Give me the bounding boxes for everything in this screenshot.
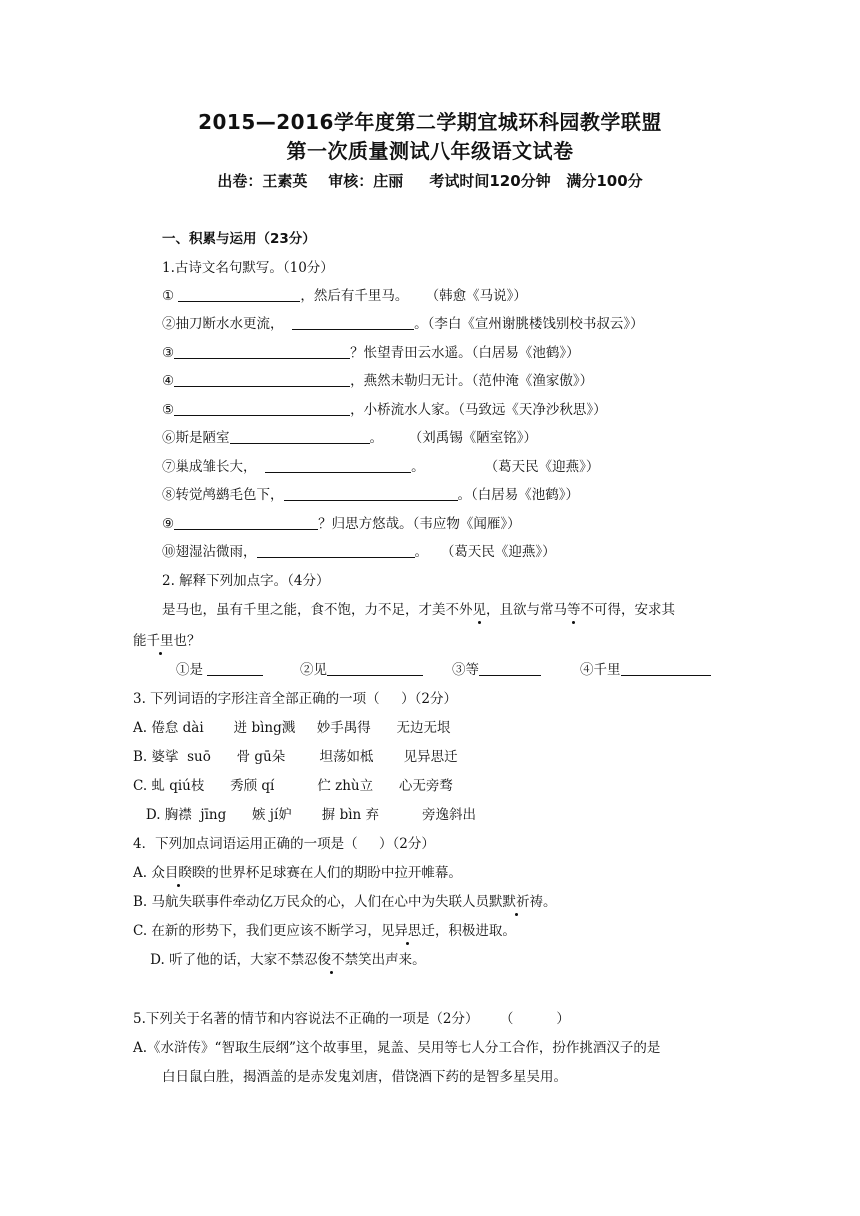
q4-option-d: D. 听了他的话，大家不禁忍俊不禁笑出声来。 xyxy=(133,952,426,968)
q1-item-10: ⑩翅湿沾微雨， 。 （葛天民《迎燕》） xyxy=(162,544,556,560)
q5-option-a-line2: 白日鼠白胜，揭酒盖的是赤发鬼刘唐，借饶酒下药的是智多星吴用。 xyxy=(162,1069,567,1085)
q3-option-d: D. 胸襟 jīng 嫉 jí妒 摒 bìn 弃 旁逸斜出 xyxy=(133,807,476,823)
q1-title: 1.古诗文名句默写。（10分） xyxy=(162,260,334,276)
q5-title: 5.下列关于名著的情节和内容说法不正确的一项是（2分） （ ） xyxy=(133,1011,570,1027)
q1-item-3: ③ ？怅望青田云水遥。（白居易《池鹤》） xyxy=(162,345,580,361)
q1-item-4: ④ ，燕然未勒归无计。（范仲淹《渔家傲》） xyxy=(162,373,594,389)
answer-blank[interactable] xyxy=(265,458,411,473)
q1-item-1: ① ，然后有千里马。 （韩愈《马说》） xyxy=(162,288,527,304)
answer-blank[interactable] xyxy=(174,515,318,530)
exam-title-line1: 2015—2016学年度第二学期宜城环科园教学联盟 xyxy=(198,110,662,134)
q2-passage-line2: 能千里也？ xyxy=(133,633,201,649)
q1-item-6: ⑥斯是陋室 。 （刘禹锡《陋室铭》） xyxy=(162,430,537,446)
answer-blank[interactable] xyxy=(230,429,370,444)
exam-title-line2: 第一次质量测试八年级语文试卷 xyxy=(286,139,574,163)
answer-blank[interactable] xyxy=(178,287,300,302)
q4-option-a: A. 众目睽睽的世界杯足球赛在人们的期盼中拉开帷幕。 xyxy=(133,865,462,881)
q2-fill-2: ②见 xyxy=(300,661,423,679)
q5-option-a-line1: A.《水浒传》“智取生辰纲”这个故事里，晁盖、吴用等七人分工合作，扮作挑酒汉子的是 xyxy=(133,1040,661,1056)
q1-item-2: ②抽刀断水水更流， 。（李白《宣州谢朓楼饯别校书叔云》） xyxy=(162,316,644,332)
q2-fill-4: ④千里 xyxy=(580,661,711,679)
q4-option-b: B. 马航失联事件牵动亿万民众的心，人们在心中为失联人员默默祈祷。 xyxy=(133,894,557,910)
answer-blank[interactable] xyxy=(621,661,711,676)
q1-item-5: ⑤ ，小桥流水人家。（马致远《天净沙秋思》） xyxy=(162,402,607,418)
answer-blank[interactable] xyxy=(207,661,263,676)
answer-blank[interactable] xyxy=(284,486,458,501)
q2-fill-1: ①是 xyxy=(176,661,263,679)
q2-passage-line1: 是马也，虽有千里之能，食不饱，力不足，才美不外见，且欲与常马等不可得，安求其 xyxy=(162,602,675,618)
q3-title: 3. 下列词语的字形注音全部正确的一项（ ）（2分） xyxy=(133,691,457,707)
q4-option-c: C. 在新的形势下，我们更应该不断学习，见异思迁，积极进取。 xyxy=(133,923,516,939)
q2-title: 2. 解释下列加点字。（4分） xyxy=(162,573,330,589)
q3-option-a: A. 倦怠 dài 迸 bìng溅 妙手禺得 无边无垠 xyxy=(133,720,451,736)
q2-fill-3: ③等 xyxy=(452,661,541,679)
answer-blank[interactable] xyxy=(257,543,415,558)
answer-blank[interactable] xyxy=(327,661,423,676)
answer-blank[interactable] xyxy=(174,372,350,387)
answer-blank[interactable] xyxy=(292,315,414,330)
section-heading: 一、积累与运用（23分） xyxy=(162,231,316,247)
q1-item-9: ⑨ ？归思方悠哉。（韦应物《闻雁》） xyxy=(162,516,521,532)
q3-option-c: C. 虬 qiú枝 秀颀 qí 伫 zhù立 心无旁骛 xyxy=(133,778,453,794)
exam-meta-line: 出卷：王素英 审核：庄丽 考试时间120分钟 满分100分 xyxy=(217,172,643,190)
q1-item-8: ⑧转觉鸬鹚毛色下， 。（白居易《池鹤》） xyxy=(162,487,579,503)
answer-blank[interactable] xyxy=(174,401,350,416)
answer-blank[interactable] xyxy=(174,344,350,359)
q1-item-7: ⑦巢成雏长大， 。 （葛天民《迎燕》） xyxy=(162,459,600,475)
q3-option-b: B. 婆挲 suō 骨 gū朵 坦荡如柢 见异思迁 xyxy=(133,749,458,765)
answer-blank[interactable] xyxy=(479,661,541,676)
q4-title: 4．下列加点词语运用正确的一项是（ ）（2分） xyxy=(133,836,435,852)
